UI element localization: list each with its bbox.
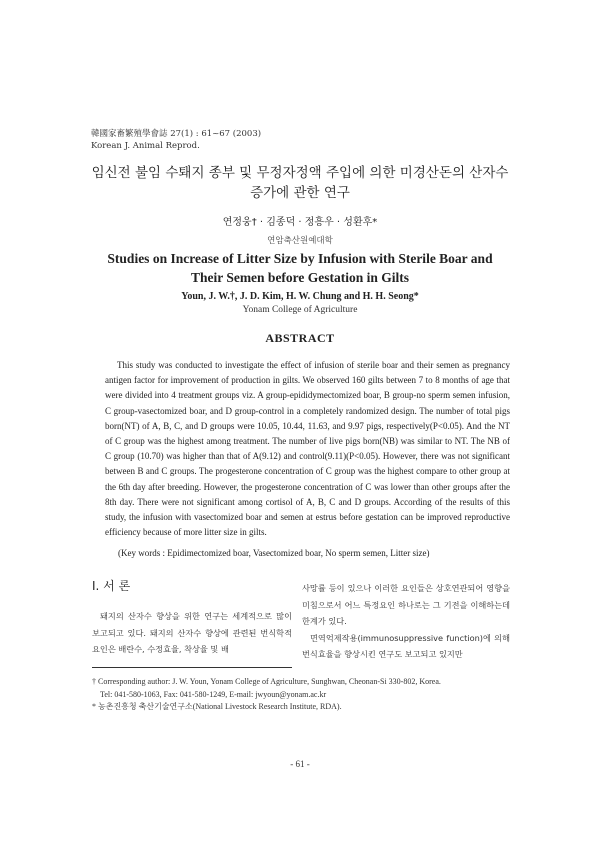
footnote-affiliation: * 농촌진흥청 축산기술연구소(National Livestock Research Institute, RDA). [92, 702, 342, 711]
abstract-heading: ABSTRACT [265, 331, 335, 345]
abstract-body [105, 358, 510, 540]
english-title [60, 249, 540, 287]
intro-paragraph-1: 돼지의 산자수 향상을 위한 연구는 세계적으로 많이 보고되고 있다. 돼지의 산자수 향상에 관련된 번식학적 요인은 배란수, 수정효율, 착상율 및 배 [92, 611, 292, 654]
journal-citation: 韓國家畜繁殖學會誌 27(1) : 61~67 (2003) [91, 129, 262, 139]
intro-paragraph-2: 면역억제작용(immunosuppressive function)에 의해 번식효율을 향상시킨 연구도 보고되고 있지만 [302, 632, 510, 659]
footnote-divider [92, 667, 292, 668]
intro-right-column [302, 580, 510, 663]
korean-title-line2: 증가에 관한 연구 [250, 185, 350, 201]
english-affiliation: Yonam College of Agriculture [242, 305, 358, 315]
footnote-contact: Tel: 041-580-1063, Fax: 041-580-1249, E-mail: jwyoun@yonam.ac.kr [100, 689, 327, 699]
journal-header [91, 128, 261, 152]
intro-left-column [92, 577, 292, 658]
korean-affiliation: 연암축산원예대학 [267, 236, 333, 246]
abstract-text: This study was conducted to investigate the effect of infusion of sterile boar and their semen as pregnancy antigen factor for improvement of production in gilts. We observed 160 gilts between 7 to 8 months of age that were divided into 4 treatment groups viz. A group-epididymectomized boar, B group-no sperm semen infusion, C group-vasectomized boar, and D group-control in a completely randomized design. The number of total pigs born(NT) of A, B, C, and D groups were 10.05, 10.44, 11.63, and 9.97 pigs, respectively(P<0.05). And the NT of C group was the highest among treatment. The number of live pigs born(NB) was similar to NT. The NB of C group (10.70) was higher than that of A(9.12) and control(9.11)(P<0.05). However, there was not significant between B and C groups. The progesterone concentration of C group was the highest compare to other group at the 6th day after breeding. However, the progesterone concentration of C was lower than other groups after the 8th day. There were not significant among cortisol of A, B, C and D groups. According of the results of this study, the infusion with vasectomized boar and semen at estrus before gestation can be improved reproductive efficiency because of more litter size in gilts. [105, 360, 510, 538]
footnotes [92, 676, 522, 714]
english-title-line2: Their Semen before Gestation in Gilts [190, 270, 410, 285]
english-authors: Youn, J. W.†, J. D. Kim, H. W. Chung and H. H. Seong* [181, 291, 419, 302]
section-heading-introduction: Ⅰ. 서 론 [92, 579, 131, 593]
korean-title [40, 163, 560, 203]
english-title-line1: Studies on Increase of Litter Size by Infusion with Sterile Boar and [107, 251, 493, 266]
korean-title-line1: 임신전 불임 수퇘지 종부 및 무정자정액 주입에 의한 미경산돈의 산자수 [91, 165, 509, 181]
journal-name: Korean J. Animal Reprod. [91, 141, 200, 151]
korean-authors: 연정웅† · 김종덕 · 정흥우 · 성환후* [222, 217, 378, 228]
footnote-corresponding-author: † Corresponding author: J. W. Youn, Yonam College of Agriculture, Sunghwan, Cheonan-Si 330-802, Korea. [92, 677, 441, 686]
keywords: (Key words : Epidimectomized boar, Vasectomized boar, No sperm semen, Litter size) [118, 548, 430, 558]
page-number: - 61 - [290, 759, 310, 769]
intro-paragraph-1-continued: 사망률 등이 있으나 이러한 요인들은 상호연관되어 영향을 미침으로서 어느 특정요인 하나로는 그 기전을 이해하는데 한계가 있다. [302, 583, 510, 626]
